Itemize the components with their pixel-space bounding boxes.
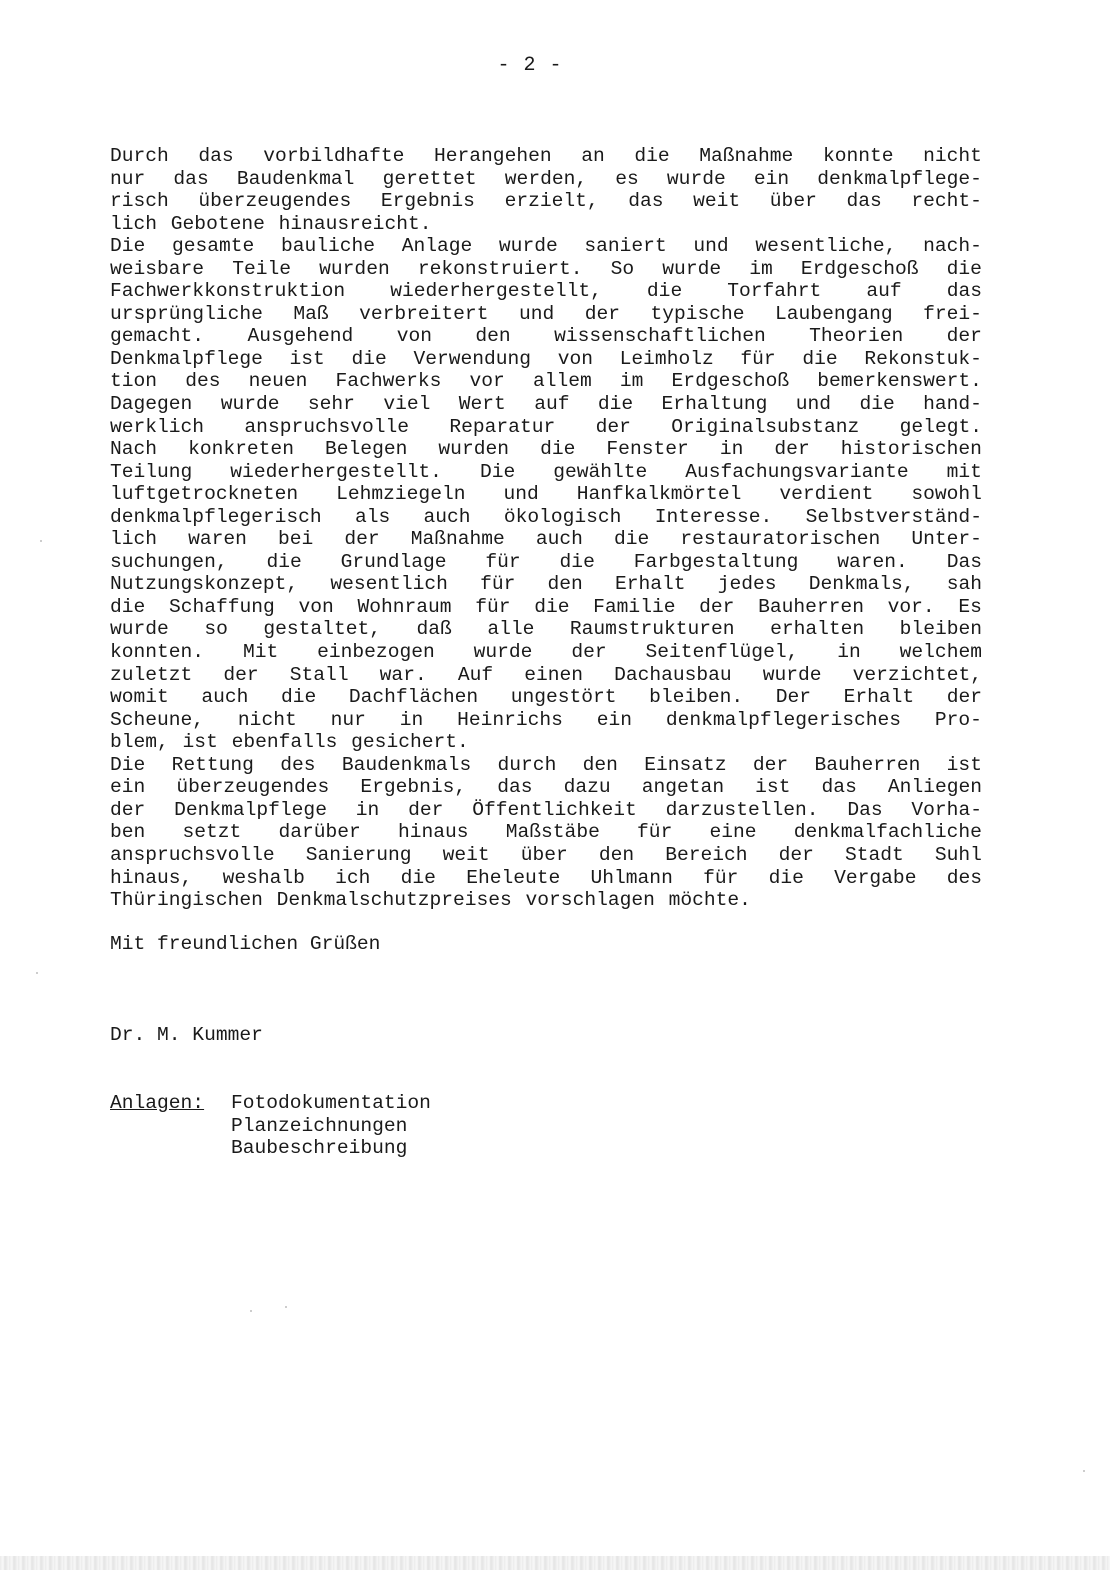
body-line: lich waren bei der Maßnahme auch die restauratorischen Unter-	[110, 528, 982, 551]
scan-edge-artifact	[0, 1556, 1110, 1570]
attachments-label: Anlagen:	[110, 1092, 205, 1114]
attachment-item: Baubeschreibung	[231, 1137, 408, 1159]
body-line: der Denkmalpflege in der Öffentlichkeit darzustellen. Das Vorha-	[110, 798, 982, 821]
attachment-item: Planzeichnungen	[231, 1114, 408, 1137]
body-line: Die gesamte bauliche Anlage wurde saniert und wesentliche, nach-	[110, 235, 982, 258]
body-line: anspruchsvolle Sanierung weit über den Bereich der Stadt Suhl	[110, 843, 982, 866]
body-line: Dagegen wurde sehr viel Wert auf die Erhaltung und die hand-	[110, 393, 982, 416]
body-line: Scheune, nicht nur in Heinrichs ein denkmalpflegerisches Pro-	[110, 708, 982, 731]
body-line: ben setzt darüber hinaus Maßstäbe für eine denkmalfachliche	[110, 821, 982, 844]
closing-salutation: Mit freundlichen Grüßen	[110, 933, 381, 955]
body-line: zuletzt der Stall war. Auf einen Dachausbau wurde verzichtet,	[110, 663, 982, 686]
scan-speck	[250, 1310, 252, 1312]
body-line: wurde so gestaltet, daß alle Raumstrukturen erhalten bleiben	[110, 618, 982, 641]
body-line: ein überzeugendes Ergebnis, das dazu angetan ist das Anliegen	[110, 776, 982, 799]
body-line: konnten. Mit einbezogen wurde der Seitenflügel, in welchem	[110, 641, 982, 664]
signature-name: Dr. M. Kummer	[110, 1024, 263, 1046]
scan-speck	[36, 972, 38, 974]
page-number: - 2 -	[497, 54, 563, 77]
body-line: Durch das vorbildhafte Herangehen an die Maßnahme konnte nicht	[110, 145, 982, 167]
body-line: blem, ist ebenfalls gesichert.	[110, 731, 469, 754]
body-line: suchungen, die Grundlage für die Farbgestaltung waren. Das	[110, 550, 982, 573]
scan-speck	[1083, 1470, 1085, 1472]
body-line: luftgetrockneten Lehmziegeln und Hanfkalkmörtel verdient sowohl	[110, 483, 982, 506]
attachment-item: Fotodokumentation	[231, 1092, 431, 1114]
scan-speck	[285, 1306, 287, 1308]
body-line: tion des neuen Fachwerks vor allem im Erdgeschoß bemerkenswert.	[110, 370, 982, 393]
scan-speck	[40, 540, 42, 542]
attachments-block	[110, 1092, 431, 1160]
body-line: werklich anspruchsvolle Reparatur der Originalsubstanz gelegt.	[110, 415, 982, 438]
letter-body	[110, 145, 982, 912]
body-line: risch überzeugendes Ergebnis erzielt, das weit über das recht-	[110, 190, 982, 213]
body-line: ursprüngliche Maß verbreitert und der typische Laubengang frei-	[110, 302, 982, 325]
body-line: lich Gebotene hinausreicht.	[110, 212, 432, 235]
body-line: hinaus, weshalb ich die Eheleute Uhlmann für die Vergabe des	[110, 866, 982, 889]
body-line: denkmalpflegerisch als auch ökologisch Interesse. Selbstverständ-	[110, 505, 982, 528]
body-line: Die Rettung des Baudenkmals durch den Einsatz der Bauherren ist	[110, 753, 982, 776]
body-line: gemacht. Ausgehend von den wissenschaftlichen Theorien der	[110, 325, 982, 348]
body-line: Teilung wiederhergestellt. Die gewählte Ausfachungsvariante mit	[110, 460, 982, 483]
body-line: Denkmalpflege ist die Verwendung von Leimholz für die Rekonstuk-	[110, 347, 982, 370]
body-line: weisbare Teile wurden rekonstruiert. So wurde im Erdgeschoß die	[110, 257, 982, 280]
body-line: Thüringischen Denkmalschutzpreises vorschlagen möchte.	[110, 889, 751, 912]
body-line: Nutzungskonzept, wesentlich für den Erhalt jedes Denkmals, sah	[110, 573, 982, 596]
body-line: nur das Baudenkmal gerettet werden, es wurde ein denkmalpflege-	[110, 167, 982, 190]
body-line: womit auch die Dachflächen ungestört bleiben. Der Erhalt der	[110, 686, 982, 709]
body-line: Fachwerkkonstruktion wiederhergestellt, die Torfahrt auf das	[110, 280, 982, 303]
attachments-list	[231, 1092, 431, 1160]
body-line: die Schaffung von Wohnraum für die Familie der Bauherren vor. Es	[110, 595, 982, 618]
body-line: Nach konkreten Belegen wurden die Fenster in der historischen	[110, 438, 982, 461]
